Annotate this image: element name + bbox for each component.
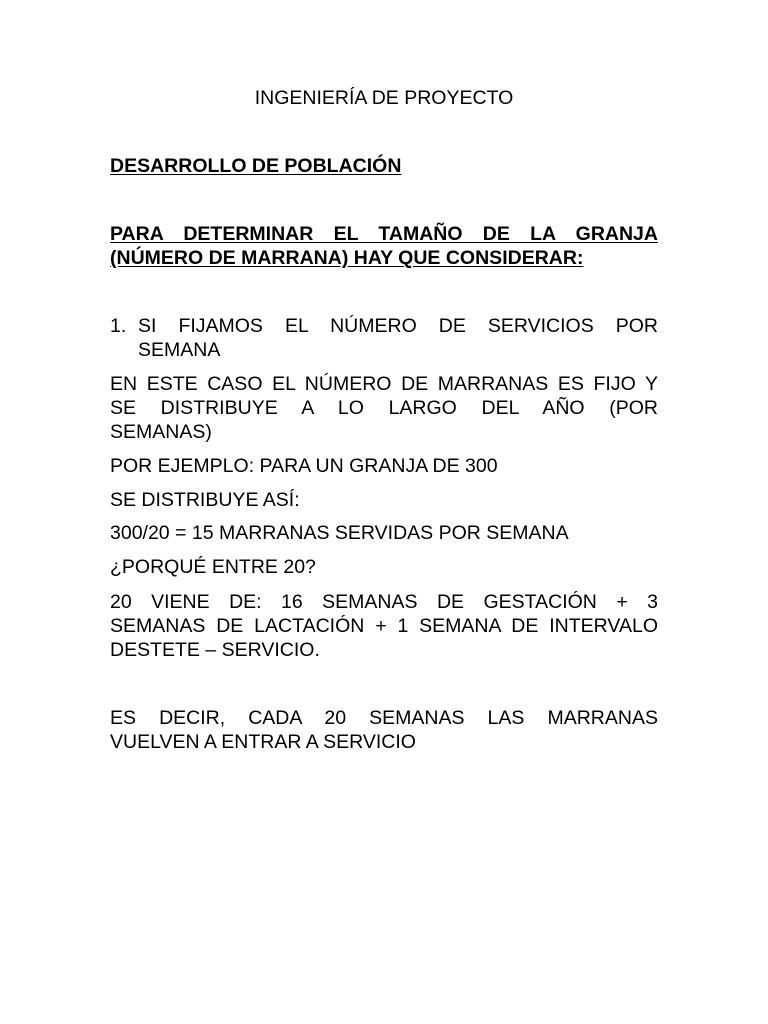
list-item-line-1: SI FIJAMOS EL NÚMERO DE SERVICIOS POR <box>138 315 658 337</box>
subheading <box>110 222 658 270</box>
subheading-line-1: PARA DETERMINAR EL TAMAÑO DE LA GRANJA <box>110 223 658 245</box>
paragraph-1 <box>110 372 658 444</box>
document-title: INGENIERÍA DE PROYECTO <box>254 87 514 109</box>
paragraph-3: SE DISTRIBUYE ASÍ: <box>110 489 300 511</box>
paragraph-6-line-1: 20 VIENE DE: 16 SEMANAS DE GESTACIÓN + 3 <box>110 591 658 613</box>
section-heading: DESARROLLO DE POBLACIÓN <box>110 155 402 177</box>
paragraph-5: ¿PORQUÉ ENTRE 20? <box>110 556 316 578</box>
list-item-number: 1. <box>110 315 127 337</box>
paragraph-2: POR EJEMPLO: PARA UN GRANJA DE 300 <box>110 455 498 477</box>
paragraph-4: 300/20 = 15 MARRANAS SERVIDAS POR SEMANA <box>110 522 569 544</box>
paragraph-7-line-1: ES DECIR, CADA 20 SEMANAS LAS MARRANAS <box>110 707 658 729</box>
subheading-line-2: (NÚMERO DE MARRANA) HAY QUE CONSIDERAR: <box>110 247 584 269</box>
numbered-list-item <box>110 314 658 362</box>
paragraph-6 <box>110 590 658 662</box>
paragraph-6-line-3: DESTETE – SERVICIO. <box>110 639 320 661</box>
paragraph-1-line-1: EN ESTE CASO EL NÚMERO DE MARRANAS ES FIJO Y <box>110 373 658 395</box>
list-item-text <box>138 314 658 362</box>
paragraph-1-line-2: SE DISTRIBUYE A LO LARGO DEL AÑO (POR <box>110 397 658 419</box>
paragraph-7 <box>110 706 658 754</box>
paragraph-1-line-3: SEMANAS) <box>110 421 212 443</box>
paragraph-6-line-2: SEMANAS DE LACTACIÓN + 1 SEMANA DE INTERVALO <box>110 615 658 637</box>
paragraph-7-line-2: VUELVEN A ENTRAR A SERVICIO <box>110 731 416 753</box>
list-item-line-2: SEMANA <box>138 339 221 361</box>
